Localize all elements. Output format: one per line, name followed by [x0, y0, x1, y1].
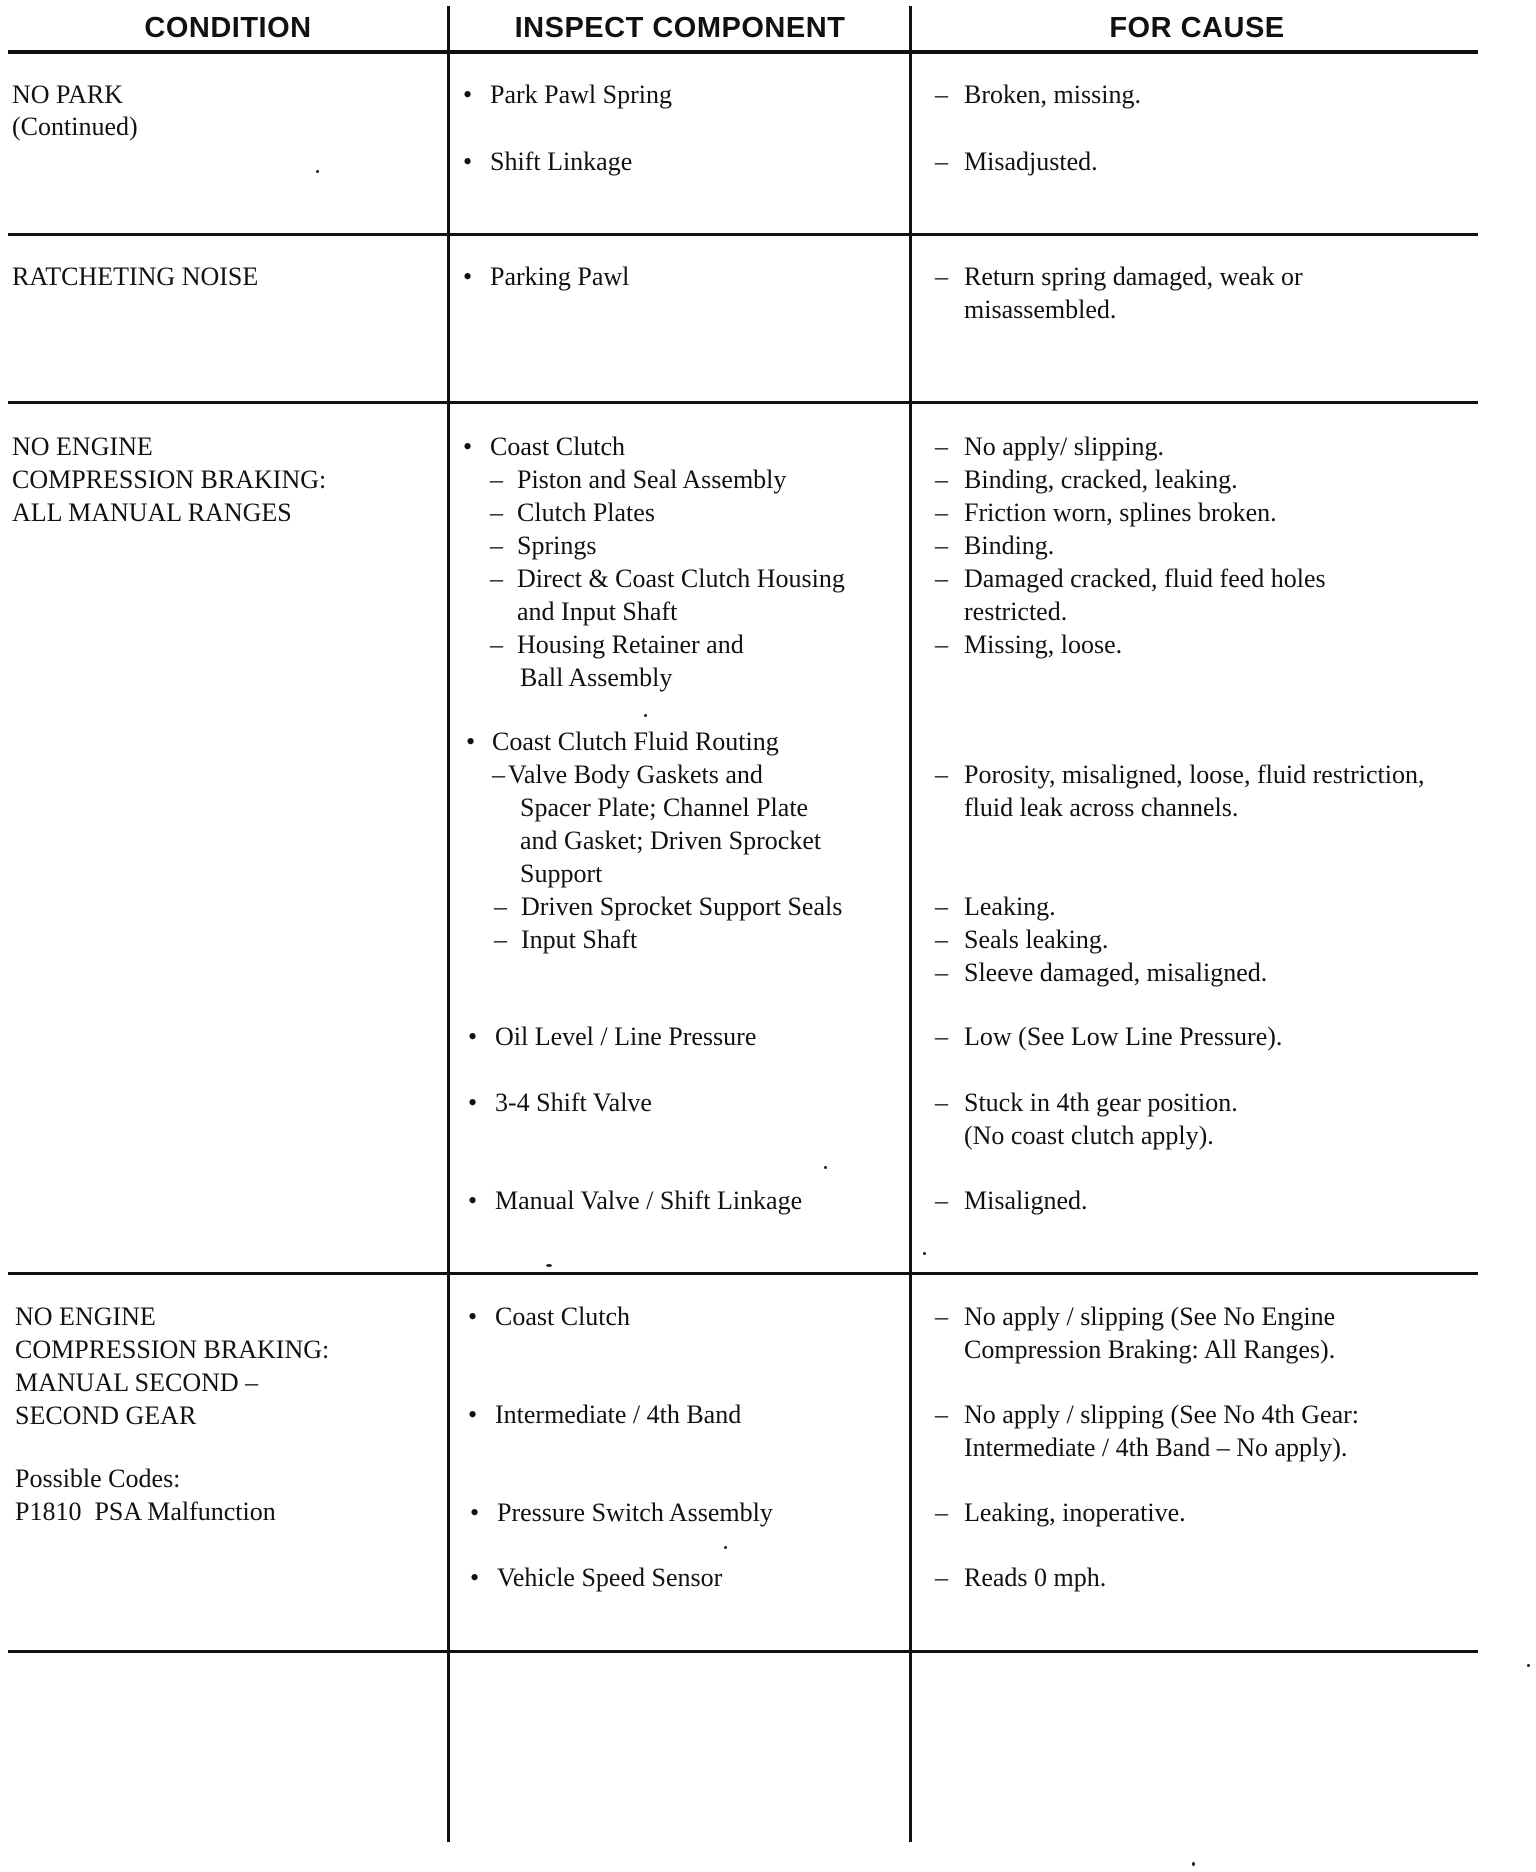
bullet-mark: •	[463, 262, 473, 291]
dash-mark: –	[935, 1302, 948, 1331]
dash-mark: –	[935, 1498, 948, 1527]
scan-speck	[546, 1264, 552, 1267]
sub-component-text: Piston and Seal Assembly	[517, 465, 787, 494]
cause-text: Missing, loose.	[964, 630, 1123, 659]
bullet-mark: •	[468, 1022, 478, 1051]
component-text: Park Pawl Spring	[490, 80, 672, 109]
cause-text: Return spring damaged, weak or	[964, 262, 1303, 291]
dash-mark: –	[935, 1563, 948, 1592]
dash-mark: –	[935, 1400, 948, 1429]
dash-mark: –	[490, 630, 503, 659]
scan-speck	[1527, 1664, 1530, 1667]
sub-component-text: Ball Assembly	[520, 663, 673, 692]
dash-mark: –	[935, 147, 948, 176]
component-text: 3-4 Shift Valve	[495, 1088, 652, 1117]
bullet-mark: •	[468, 1400, 478, 1429]
condition-text: COMPRESSION BRAKING:	[12, 465, 327, 494]
dash-mark: –	[935, 465, 948, 494]
sub-component-text: Clutch Plates	[517, 498, 655, 527]
header-for-cause: FOR CAUSE	[1109, 12, 1285, 44]
row-divider-4	[8, 1650, 1478, 1653]
component-text: Oil Level / Line Pressure	[495, 1022, 757, 1051]
column-divider-2	[909, 6, 912, 1842]
dash-mark: –	[935, 80, 948, 109]
component-text: Vehicle Speed Sensor	[497, 1563, 723, 1592]
condition-text: NO ENGINE	[15, 1302, 156, 1331]
condition-text: ALL MANUAL RANGES	[12, 498, 292, 527]
cause-text: Stuck in 4th gear position.	[964, 1088, 1238, 1117]
dash-mark: –	[935, 432, 948, 461]
dash-mark: –	[494, 892, 507, 921]
dash-mark: –	[490, 531, 503, 560]
cause-text: Low (See Low Line Pressure).	[964, 1022, 1283, 1051]
condition-text: RATCHETING NOISE	[12, 262, 259, 291]
sub-component-text: Support	[520, 859, 603, 888]
header-inspect-component: INSPECT COMPONENT	[514, 12, 846, 44]
sub-component-text: Direct & Coast Clutch Housing	[517, 564, 845, 593]
cause-text: Seals leaking.	[964, 925, 1109, 954]
cause-text: Broken, missing.	[964, 80, 1141, 109]
sub-component-text: Spacer Plate; Channel Plate	[520, 793, 809, 822]
component-text: Coast Clutch	[495, 1302, 631, 1331]
cause-text: Leaking.	[964, 892, 1056, 921]
dash-mark: –	[935, 925, 948, 954]
dash-mark: –	[492, 760, 505, 789]
row-divider-2	[8, 401, 1478, 404]
component-text: Parking Pawl	[490, 262, 630, 291]
dash-mark: –	[935, 498, 948, 527]
bullet-mark: •	[470, 1498, 480, 1527]
cause-text: (No coast clutch apply).	[964, 1121, 1214, 1150]
sub-component-text: Housing Retainer and	[517, 630, 744, 659]
dash-mark: –	[935, 630, 948, 659]
header-condition: CONDITION	[144, 12, 312, 44]
dash-mark: –	[490, 564, 503, 593]
bullet-mark: •	[466, 727, 476, 756]
sub-component-text: and Gasket; Driven Sprocket	[520, 826, 822, 855]
row-divider-1	[8, 233, 1478, 236]
cause-text: Binding, cracked, leaking.	[964, 465, 1238, 494]
bullet-mark: •	[463, 80, 473, 109]
cause-text: Sleeve damaged, misaligned.	[964, 958, 1268, 987]
dash-mark: –	[935, 1022, 948, 1051]
dash-mark: –	[494, 925, 507, 954]
dash-mark: –	[935, 892, 948, 921]
bullet-mark: •	[463, 147, 473, 176]
scan-speck	[923, 1252, 926, 1255]
cause-text: Leaking, inoperative.	[964, 1498, 1186, 1527]
sub-component-text: Input Shaft	[521, 925, 638, 954]
dash-mark: –	[935, 531, 948, 560]
sub-component-text: and Input Shaft	[517, 597, 678, 626]
code-entry: P1810 PSA Malfunction	[15, 1497, 276, 1526]
sub-component-text: Springs	[517, 531, 597, 560]
cause-text: fluid leak across channels.	[964, 793, 1239, 822]
cause-text: No apply / slipping (See No Engine	[964, 1302, 1336, 1331]
cause-text: No apply/ slipping.	[964, 432, 1165, 461]
condition-text: NO PARK	[12, 80, 124, 109]
component-text: Intermediate / 4th Band	[495, 1400, 742, 1429]
condition-text: SECOND GEAR	[15, 1401, 197, 1430]
cause-text: Compression Braking: All Ranges).	[964, 1335, 1336, 1364]
cause-text: Misaligned.	[964, 1186, 1088, 1215]
cause-text: misassembled.	[964, 295, 1117, 324]
component-text: Manual Valve / Shift Linkage	[495, 1186, 803, 1215]
cause-text: No apply / slipping (See No 4th Gear:	[964, 1400, 1359, 1429]
dash-mark: –	[935, 958, 948, 987]
cause-text: Reads 0 mph.	[964, 1563, 1107, 1592]
scan-speck	[724, 1546, 727, 1549]
dash-mark: –	[935, 564, 948, 593]
dash-mark: –	[935, 1088, 948, 1117]
possible-codes-label: Possible Codes:	[15, 1464, 181, 1493]
condition-text: MANUAL SECOND –	[15, 1368, 259, 1397]
bullet-mark: •	[468, 1088, 478, 1117]
sub-component-text: Valve Body Gaskets and	[508, 760, 763, 789]
component-text: Coast Clutch	[490, 432, 626, 461]
scan-speck	[824, 1166, 827, 1169]
scan-speck	[316, 170, 319, 173]
cause-text: Intermediate / 4th Band – No apply).	[964, 1433, 1348, 1462]
cause-text: Binding.	[964, 531, 1055, 560]
cause-text: Porosity, misaligned, loose, fluid restriction,	[964, 760, 1425, 789]
component-text: Pressure Switch Assembly	[497, 1498, 773, 1527]
scan-speck	[1192, 1862, 1195, 1866]
component-text: Coast Clutch Fluid Routing	[492, 727, 779, 756]
row-divider-3	[8, 1272, 1478, 1275]
scan-speck	[644, 714, 647, 717]
dash-mark: –	[935, 262, 948, 291]
sub-component-text: Driven Sprocket Support Seals	[521, 892, 843, 921]
column-divider-1	[447, 6, 450, 1842]
condition-text: (Continued)	[12, 112, 138, 141]
cause-text: Damaged cracked, fluid feed holes	[964, 564, 1326, 593]
cause-text: restricted.	[964, 597, 1068, 626]
bullet-mark: •	[470, 1563, 480, 1592]
bullet-mark: •	[463, 432, 473, 461]
condition-text: COMPRESSION BRAKING:	[15, 1335, 330, 1364]
condition-text: NO ENGINE	[12, 432, 153, 461]
dash-mark: –	[490, 465, 503, 494]
dash-mark: –	[490, 498, 503, 527]
bullet-mark: •	[468, 1302, 478, 1331]
bullet-mark: •	[468, 1186, 478, 1215]
header-divider	[8, 50, 1478, 54]
dash-mark: –	[935, 760, 948, 789]
dash-mark: –	[935, 1186, 948, 1215]
cause-text: Friction worn, splines broken.	[964, 498, 1277, 527]
cause-text: Misadjusted.	[964, 147, 1098, 176]
component-text: Shift Linkage	[490, 147, 633, 176]
